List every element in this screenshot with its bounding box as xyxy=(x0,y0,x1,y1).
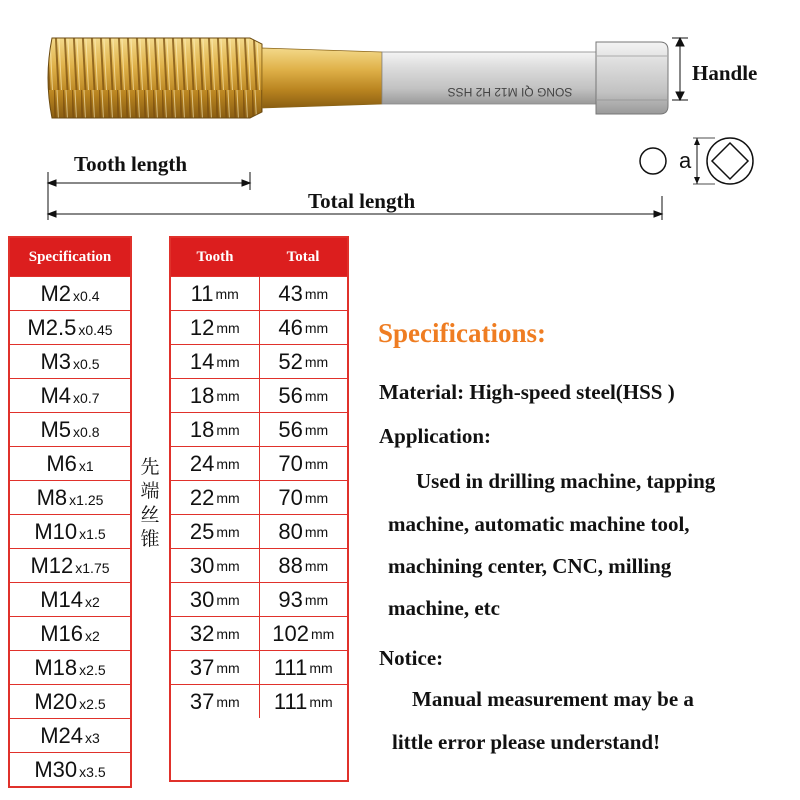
application-line: machining center, CNC, milling xyxy=(388,554,672,578)
thread-size-cell xyxy=(10,417,130,443)
total-length-cell xyxy=(259,413,348,446)
chinese-label: 先 端 丝 锥 xyxy=(140,456,160,550)
total-length-value: 70 xyxy=(278,484,303,510)
tooth-length-value: 32 xyxy=(189,620,215,646)
tooth-length-cell xyxy=(171,583,259,616)
thread-pitch: x1 xyxy=(78,457,94,474)
total-length-value: 102 xyxy=(272,620,309,646)
unit-label: mm xyxy=(309,659,333,676)
thread-size-cell xyxy=(10,519,130,545)
specification-row xyxy=(10,514,130,548)
total-length-cell xyxy=(259,311,348,344)
total-length-cell xyxy=(259,447,348,480)
total-length-cell xyxy=(259,277,348,310)
specification-row xyxy=(10,548,130,582)
thread-pitch: x2 xyxy=(85,627,100,644)
thread-pitch: x1.75 xyxy=(75,559,110,576)
tooth-length-cell xyxy=(171,515,259,548)
tooth-length-value: 30 xyxy=(189,586,215,612)
specification-row xyxy=(10,616,130,650)
thread-size-cell xyxy=(10,723,130,749)
length-row xyxy=(171,446,347,480)
length-table-header xyxy=(171,238,347,276)
specification-row xyxy=(10,310,130,344)
total-header: Total xyxy=(286,248,320,265)
total-length-value: 111 xyxy=(273,654,308,680)
tap-illustration xyxy=(0,0,800,220)
thread-size: M24 xyxy=(40,722,83,748)
total-length-cell xyxy=(259,379,348,412)
thread-size-cell xyxy=(10,281,130,307)
thread-size-cell xyxy=(10,757,130,783)
length-row xyxy=(171,650,347,684)
unit-label: mm xyxy=(309,693,333,710)
thread-pitch: x2.5 xyxy=(79,661,106,678)
square-section-icon xyxy=(693,138,753,184)
total-length-cell xyxy=(259,481,348,514)
tooth-length-cell xyxy=(171,481,259,514)
thread-pitch: x2.5 xyxy=(79,695,106,712)
thread-size: M10 xyxy=(34,518,78,544)
tooth-length-cell xyxy=(171,447,259,480)
total-length-value: 46 xyxy=(278,314,303,340)
thread-size: M18 xyxy=(34,654,78,680)
unit-label: mm xyxy=(304,557,329,574)
total-length-cell xyxy=(259,651,348,684)
unit-label: mm xyxy=(216,591,240,608)
tooth-length-value: 22 xyxy=(189,484,215,510)
total-length-cell xyxy=(259,345,348,378)
thread-size: M8 xyxy=(36,484,68,510)
total-length-value: 93 xyxy=(278,586,303,612)
tooth-length-label: Tooth length xyxy=(74,152,188,176)
thread-pitch: x0.7 xyxy=(73,389,100,406)
thread-size-cell xyxy=(10,689,130,715)
thread-pitch: x3 xyxy=(85,729,100,746)
thread-size-cell xyxy=(10,553,130,579)
application-label: Application: xyxy=(379,424,492,448)
unit-label: mm xyxy=(216,557,240,574)
unit-label: mm xyxy=(310,625,335,642)
unit-label: mm xyxy=(304,387,329,404)
tooth-length-cell xyxy=(171,277,259,310)
tooth-length-value: 11 xyxy=(190,280,214,306)
unit-label: mm xyxy=(304,455,329,472)
tooth-length-value: 30 xyxy=(189,552,215,578)
unit-label: mm xyxy=(304,319,329,336)
square-end xyxy=(596,42,668,114)
unit-label: mm xyxy=(216,421,240,438)
handle-dimension xyxy=(672,38,688,100)
thread-size: M12 xyxy=(30,552,74,578)
unit-label: mm xyxy=(216,353,240,370)
length-row xyxy=(171,616,347,650)
unit-label: mm xyxy=(216,455,240,472)
length-row xyxy=(171,480,347,514)
unit-label: mm xyxy=(216,659,240,676)
total-length-value: 52 xyxy=(278,348,303,374)
handle-label: Handle xyxy=(692,61,758,85)
thread-pitch: x0.45 xyxy=(78,321,113,338)
engraving-text: SONG QI M12 H2 HSS xyxy=(447,85,573,99)
thread-size-cell xyxy=(10,349,130,375)
coated-neck xyxy=(262,48,382,108)
thread-pitch: x0.4 xyxy=(73,287,100,304)
unit-label: mm xyxy=(216,693,240,710)
specification-header: Specification xyxy=(10,238,130,276)
length-row xyxy=(171,548,347,582)
length-row xyxy=(171,684,347,718)
unit-label: mm xyxy=(216,523,240,540)
total-length-label: Total length xyxy=(308,189,416,213)
application-line: machine, automatic machine tool, xyxy=(388,512,690,536)
thread-size-cell xyxy=(10,621,130,647)
unit-label: mm xyxy=(215,285,239,302)
total-length-value: 56 xyxy=(278,416,303,442)
square-size-label: a xyxy=(679,148,692,173)
total-length-value: 70 xyxy=(278,450,303,476)
total-length-cell xyxy=(259,685,348,718)
specification-row xyxy=(10,718,130,752)
specification-row xyxy=(10,378,130,412)
tooth-length-value: 14 xyxy=(189,348,215,374)
thread-pitch: x1.5 xyxy=(79,525,106,542)
total-length-value: 43 xyxy=(278,280,303,306)
total-length-value: 56 xyxy=(278,382,303,408)
unit-label: mm xyxy=(304,285,329,302)
notice-line: little error please understand! xyxy=(392,730,661,754)
thread-size-cell xyxy=(10,451,130,477)
length-row xyxy=(171,412,347,446)
total-length-value: 80 xyxy=(278,518,303,544)
thread-size-cell xyxy=(10,655,130,681)
unit-label: mm xyxy=(216,319,240,336)
unit-label: mm xyxy=(216,387,240,404)
unit-label: mm xyxy=(216,625,240,642)
thread-size-cell xyxy=(10,315,130,341)
tooth-length-value: 37 xyxy=(189,654,215,680)
specification-row xyxy=(10,276,130,310)
notice-line: Manual measurement may be a xyxy=(412,687,694,711)
specification-row xyxy=(10,684,130,718)
tooth-length-cell xyxy=(171,651,259,684)
tooth-length-value: 37 xyxy=(189,688,215,714)
total-length-value: 111 xyxy=(273,688,308,714)
length-row xyxy=(171,582,347,616)
thread-size: M2.5 xyxy=(27,314,77,340)
length-row xyxy=(171,344,347,378)
tooth-length-cell xyxy=(171,685,259,718)
thread-size: M2 xyxy=(40,280,72,306)
thread-pitch: x1.25 xyxy=(69,491,104,508)
tooth-length-value: 12 xyxy=(189,314,215,340)
thread-size: M16 xyxy=(40,620,83,646)
tooth-length-cell xyxy=(171,311,259,344)
tooth-length-value: 25 xyxy=(189,518,215,544)
total-length-value: 88 xyxy=(278,552,303,578)
unit-label: mm xyxy=(304,489,329,506)
specification-row xyxy=(10,582,130,616)
length-row xyxy=(171,378,347,412)
unit-label: mm xyxy=(304,421,329,438)
specification-row xyxy=(10,446,130,480)
thread-size-cell xyxy=(10,485,130,511)
tooth-length-cell xyxy=(171,617,259,650)
tooth-length-value: 24 xyxy=(189,450,215,476)
total-length-cell xyxy=(259,583,348,616)
tooth-length-dimension xyxy=(48,172,250,220)
unit-label: mm xyxy=(304,353,329,370)
specification-table xyxy=(8,236,132,788)
tooth-length-cell xyxy=(171,379,259,412)
thread-size: M5 xyxy=(40,416,72,442)
unit-label: mm xyxy=(304,591,329,608)
notice-label: Notice: xyxy=(379,646,444,670)
length-row xyxy=(171,514,347,548)
specification-row xyxy=(10,752,130,786)
thread-size-cell xyxy=(10,587,130,613)
application-line: machine, etc xyxy=(388,596,500,620)
application-line: Used in drilling machine, tapping xyxy=(416,469,716,493)
tooth-length-cell xyxy=(171,549,259,582)
specification-row xyxy=(10,344,130,378)
thread-pitch: x2 xyxy=(85,593,100,610)
specification-row xyxy=(10,650,130,684)
tooth-header: Tooth xyxy=(196,248,234,265)
tooth-length-value: 18 xyxy=(189,416,215,442)
thread-size: M3 xyxy=(40,348,72,374)
thread-size: M6 xyxy=(46,450,77,476)
round-section-icon xyxy=(640,148,666,174)
total-length-cell xyxy=(259,549,348,582)
thread-section xyxy=(48,38,262,118)
thread-size: M14 xyxy=(40,586,83,612)
specifications-heading: Specifications: xyxy=(378,318,546,348)
thread-size: M4 xyxy=(40,382,72,408)
thread-pitch: x3.5 xyxy=(79,763,106,780)
thread-pitch: x0.8 xyxy=(73,423,100,440)
thread-size: M30 xyxy=(34,756,78,782)
length-row xyxy=(171,310,347,344)
tooth-length-cell xyxy=(171,413,259,446)
thread-pitch: x0.5 xyxy=(73,355,100,372)
specification-row xyxy=(10,412,130,446)
total-length-cell xyxy=(259,515,348,548)
length-table xyxy=(169,236,349,782)
unit-label: mm xyxy=(304,523,329,540)
thread-size: M20 xyxy=(34,688,78,714)
thread-size-cell xyxy=(10,383,130,409)
unit-label: mm xyxy=(216,489,240,506)
tooth-length-cell xyxy=(171,345,259,378)
tooth-length-value: 18 xyxy=(189,382,215,408)
length-row xyxy=(171,276,347,310)
material-line: Material: High-speed steel(HSS ) xyxy=(379,380,675,404)
specification-row xyxy=(10,480,130,514)
total-length-cell xyxy=(259,617,348,650)
